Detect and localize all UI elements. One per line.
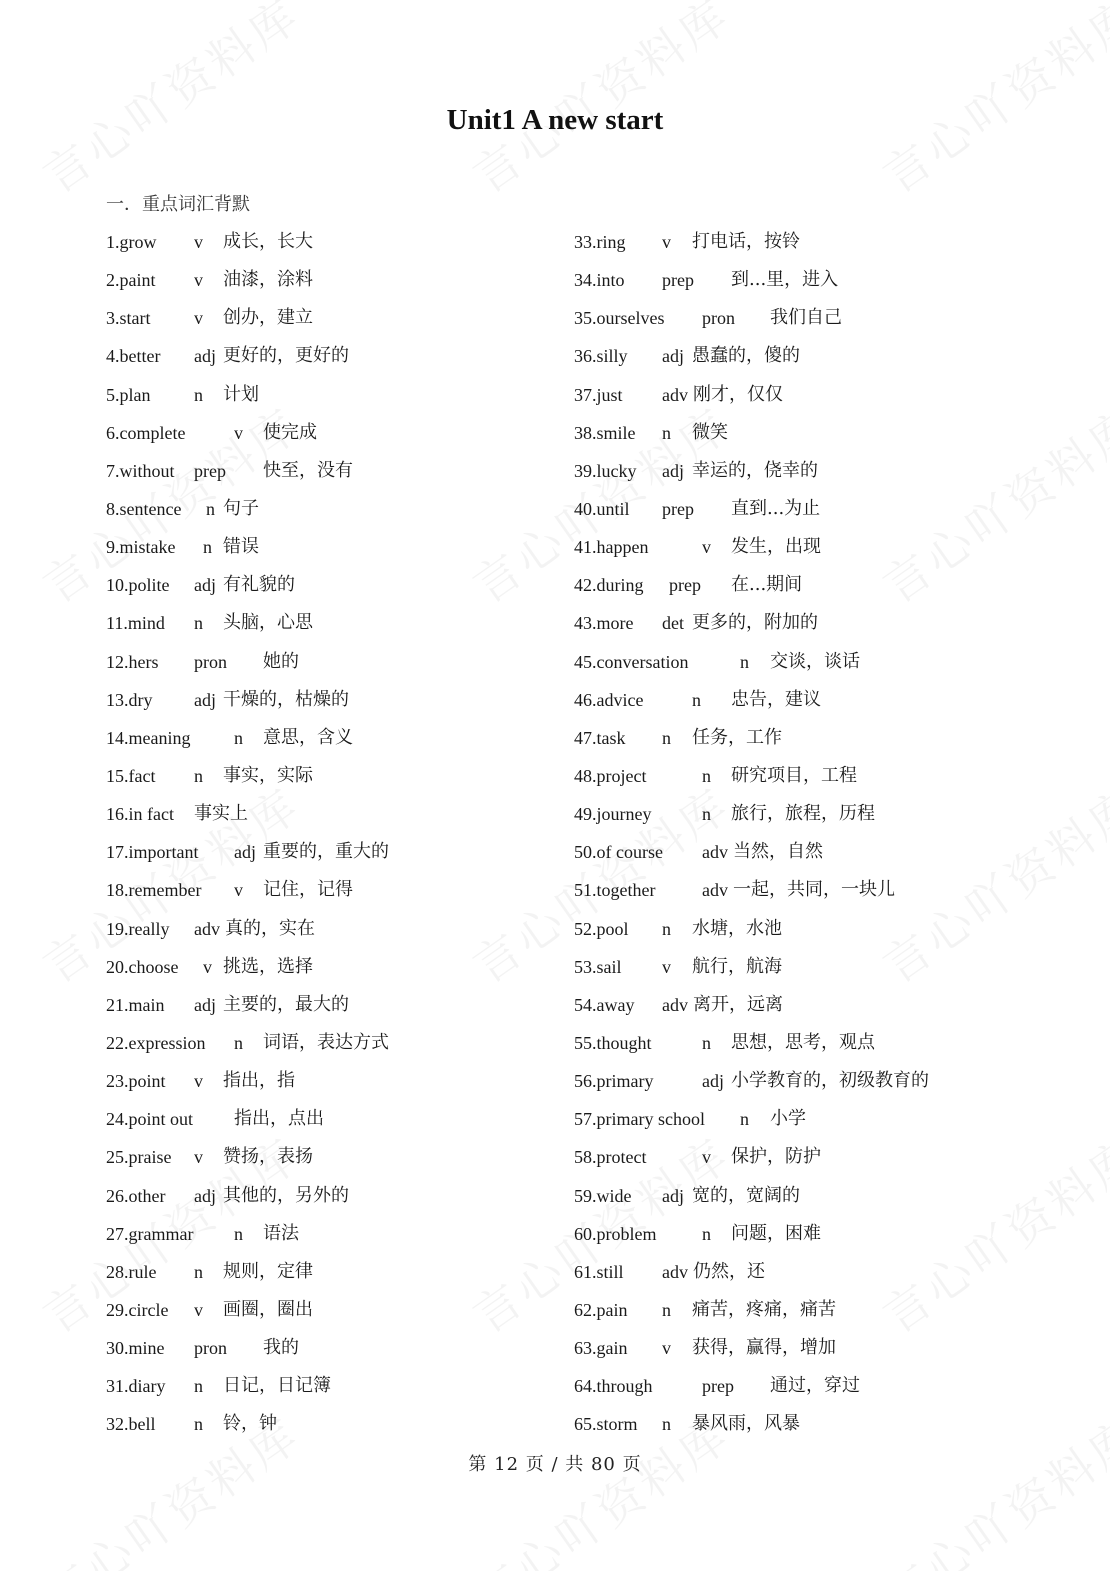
vocab-word: 51.together <box>574 880 656 901</box>
vocab-meaning: 词语，表达方式 <box>263 1031 389 1053</box>
vocab-word: 30.mine <box>106 1338 165 1359</box>
vocab-meaning: 在...期间 <box>731 574 803 596</box>
vocab-word: 37.just <box>574 384 623 405</box>
vocab-word: 20.choose <box>106 956 179 977</box>
vocab-part-of-speech: adv <box>702 880 728 901</box>
vocab-meaning: 事实上 <box>194 803 248 825</box>
vocab-meaning: 铃，钟 <box>223 1413 277 1435</box>
vocab-meaning: 语法 <box>263 1222 299 1244</box>
vocab-meaning: 航行，航海 <box>692 955 782 977</box>
vocab-word: 2.paint <box>106 270 156 291</box>
vocab-meaning: 使完成 <box>263 421 317 443</box>
vocab-part-of-speech: prep <box>194 460 226 481</box>
vocab-word: 65.storm <box>574 1414 638 1435</box>
section-heading: 一．重点词汇背默 <box>106 194 250 215</box>
vocab-part-of-speech: adv <box>662 994 688 1015</box>
vocab-part-of-speech: prep <box>669 575 701 596</box>
vocab-word: 11.mind <box>106 613 165 634</box>
vocab-part-of-speech: adj <box>662 460 684 481</box>
vocab-meaning: 交谈，谈话 <box>770 650 860 672</box>
vocab-word: 41.happen <box>574 537 649 558</box>
vocab-part-of-speech: prep <box>702 1376 734 1397</box>
vocab-meaning: 句子 <box>223 497 259 519</box>
vocab-part-of-speech: n <box>662 727 671 748</box>
vocab-part-of-speech: adj <box>194 994 216 1015</box>
vocab-meaning: 成长，长大 <box>223 231 313 252</box>
vocab-part-of-speech: v <box>203 956 212 977</box>
vocab-part-of-speech: adj <box>702 1071 724 1092</box>
watermark-text <box>868 1120 1110 1346</box>
vocab-part-of-speech: n <box>702 804 711 825</box>
vocab-meaning: 重要的，重大的 <box>263 841 389 863</box>
vocab-word: 29.circle <box>106 1299 169 1320</box>
vocab-part-of-speech: adj <box>194 689 216 710</box>
vocab-meaning: 意思，含义 <box>263 726 353 748</box>
vocab-word: 10.polite <box>106 575 170 596</box>
vocab-part-of-speech: adv <box>662 1261 688 1282</box>
vocab-part-of-speech: n <box>702 765 711 786</box>
vocab-meaning: 更多的，附加的 <box>692 612 818 634</box>
vocab-word: 52.pool <box>574 918 629 939</box>
vocab-part-of-speech: n <box>662 1414 671 1435</box>
vocab-part-of-speech: n <box>203 537 212 558</box>
vocab-meaning: 当然，自然 <box>733 841 823 863</box>
vocab-part-of-speech: v <box>194 1071 203 1092</box>
vocab-meaning: 头脑，心思 <box>223 612 313 634</box>
vocab-meaning: 打电话，按铃 <box>692 231 800 252</box>
vocab-word: 55.thought <box>574 1032 652 1053</box>
vocab-meaning: 规则，定律 <box>223 1260 313 1282</box>
vocab-part-of-speech: adv <box>194 918 220 939</box>
vocab-meaning: 干燥的，枯燥的 <box>223 688 349 710</box>
vocab-word: 36.silly <box>574 346 628 367</box>
vocab-part-of-speech: n <box>234 1032 243 1053</box>
vocab-word: 59.wide <box>574 1185 632 1206</box>
vocab-part-of-speech: det <box>662 613 684 634</box>
vocab-part-of-speech: adj <box>194 1185 216 1206</box>
vocab-meaning: 更好的，更好的 <box>223 345 349 367</box>
vocab-part-of-speech: adv <box>702 842 728 863</box>
vocab-part-of-speech: n <box>702 1032 711 1053</box>
vocab-part-of-speech: n <box>662 422 671 443</box>
vocab-part-of-speech: n <box>194 613 203 634</box>
vocab-word: 3.start <box>106 308 151 329</box>
vocab-meaning: 水塘，水池 <box>692 917 782 939</box>
vocab-word: 14.meaning <box>106 727 191 748</box>
vocab-meaning: 油漆，涂料 <box>223 269 313 291</box>
vocab-word: 62.pain <box>574 1299 628 1320</box>
vocab-word: 61.still <box>574 1261 624 1282</box>
watermark-text <box>868 770 1110 996</box>
vocab-meaning: 幸运的，侥幸的 <box>692 459 818 481</box>
vocab-meaning: 事实，实际 <box>223 764 313 786</box>
page-footer: 第 12 页 / 共 80 页 <box>468 1454 642 1475</box>
vocab-part-of-speech: v <box>194 308 203 329</box>
vocab-part-of-speech: n <box>662 918 671 939</box>
vocab-meaning: 发生，出现 <box>731 536 821 558</box>
vocab-part-of-speech: adj <box>234 842 256 863</box>
vocab-part-of-speech: n <box>234 727 243 748</box>
vocab-part-of-speech: pron <box>194 1338 227 1359</box>
vocab-word: 39.lucky <box>574 460 637 481</box>
vocab-meaning: 我的 <box>263 1337 299 1359</box>
vocab-word: 58.protect <box>574 1147 647 1168</box>
vocab-meaning: 赞扬，表扬 <box>223 1146 313 1168</box>
vocab-part-of-speech: n <box>194 1261 203 1282</box>
vocab-word: 53.sail <box>574 956 622 977</box>
vocab-word: 42.during <box>574 575 644 596</box>
vocab-part-of-speech: v <box>662 232 671 252</box>
vocab-meaning: 忠告，建议 <box>731 688 821 710</box>
vocab-word: 56.primary <box>574 1071 654 1092</box>
vocab-meaning: 到...里，进入 <box>731 269 839 291</box>
vocab-word: 4.better <box>106 346 161 367</box>
vocab-meaning: 真的，实在 <box>225 917 315 939</box>
vocab-meaning: 画圈，圈出 <box>223 1298 313 1320</box>
vocab-meaning: 日记，日记簿 <box>223 1375 331 1397</box>
vocab-part-of-speech: n <box>662 1299 671 1320</box>
vocab-part-of-speech: n <box>194 765 203 786</box>
vocab-meaning: 思想，思考，观点 <box>731 1031 875 1053</box>
vocab-part-of-speech: adj <box>194 575 216 596</box>
vocab-word: 26.other <box>106 1185 166 1206</box>
vocab-part-of-speech: adj <box>662 1185 684 1206</box>
vocab-word: 33.ring <box>574 232 626 252</box>
vocab-part-of-speech: pron <box>702 308 735 329</box>
vocab-word: 34.into <box>574 270 625 291</box>
vocab-word: 60.problem <box>574 1223 657 1244</box>
vocab-word: 23.point <box>106 1071 166 1092</box>
vocab-part-of-speech: v <box>194 270 203 291</box>
vocab-meaning: 暴风雨，风暴 <box>692 1413 800 1435</box>
vocab-part-of-speech: v <box>194 1299 203 1320</box>
vocab-part-of-speech: n <box>740 651 749 672</box>
vocab-word: 9.mistake <box>106 537 176 558</box>
vocab-meaning: 直到...为止 <box>731 497 821 519</box>
vocab-part-of-speech: adv <box>662 384 688 405</box>
vocab-part-of-speech: prep <box>662 498 694 519</box>
vocab-word: 25.praise <box>106 1147 172 1168</box>
vocab-word: 27.grammar <box>106 1223 194 1244</box>
vocab-part-of-speech: v <box>234 880 243 901</box>
vocab-word: 15.fact <box>106 765 156 786</box>
vocab-part-of-speech: pron <box>194 651 227 672</box>
vocab-word: 18.remember <box>106 880 202 901</box>
vocab-word: 64.through <box>574 1376 653 1397</box>
vocab-word: 8.sentence <box>106 498 182 519</box>
vocab-part-of-speech: n <box>194 1414 203 1435</box>
vocab-word: 49.journey <box>574 804 652 825</box>
vocab-word: 21.main <box>106 994 165 1015</box>
vocab-part-of-speech: v <box>194 232 203 252</box>
vocab-word: 32.bell <box>106 1414 156 1435</box>
vocab-word: 24.point out <box>106 1109 194 1130</box>
vocab-meaning: 保护，防护 <box>731 1146 821 1168</box>
vocab-meaning: 主要的，最大的 <box>223 993 349 1015</box>
vocab-meaning: 她的 <box>263 650 299 672</box>
vocab-meaning: 离开，远离 <box>693 993 783 1015</box>
vocab-meaning: 宽的，宽阔的 <box>692 1184 800 1206</box>
vocab-part-of-speech: adj <box>662 346 684 367</box>
vocab-meaning: 任务，工作 <box>692 726 782 748</box>
vocab-word: 31.diary <box>106 1376 166 1397</box>
vocab-part-of-speech: n <box>206 498 215 519</box>
vocab-word: 5.plan <box>106 384 151 405</box>
page-title: Unit1 A new start <box>446 104 664 136</box>
vocab-part-of-speech: n <box>740 1109 749 1130</box>
vocab-part-of-speech: prep <box>662 270 694 291</box>
vocab-part-of-speech: v <box>662 1338 671 1359</box>
vocab-meaning: 刚才，仅仅 <box>693 383 783 405</box>
vocab-meaning: 其他的，另外的 <box>223 1184 349 1206</box>
vocab-word: 12.hers <box>106 651 159 672</box>
vocab-part-of-speech: n <box>234 1223 243 1244</box>
vocab-meaning: 仍然，还 <box>693 1260 765 1282</box>
vocab-word: 35.ourselves <box>574 308 665 329</box>
vocab-part-of-speech: n <box>194 384 203 405</box>
vocab-meaning: 旅行，旅程，历程 <box>731 803 875 825</box>
vocab-meaning: 痛苦，疼痛，痛苦 <box>692 1298 836 1320</box>
vocab-meaning: 记住，记得 <box>263 879 353 901</box>
vocab-word: 38.smile <box>574 422 636 443</box>
vocab-meaning: 指出，点出 <box>234 1108 324 1130</box>
vocab-word: 57.primary school <box>574 1109 705 1130</box>
vocab-meaning: 快至，没有 <box>263 459 353 481</box>
vocab-part-of-speech: n <box>692 689 701 710</box>
vocab-meaning: 我们自己 <box>770 307 842 329</box>
vocab-word: 19.really <box>106 918 170 939</box>
vocab-part-of-speech: v <box>702 537 711 558</box>
vocab-part-of-speech: v <box>194 1147 203 1168</box>
vocab-meaning: 有礼貌的 <box>223 574 295 596</box>
vocab-meaning: 指出，指 <box>223 1070 295 1092</box>
vocab-word: 54.away <box>574 994 635 1015</box>
vocab-word: 1.grow <box>106 232 157 252</box>
vocab-meaning: 创办，建立 <box>223 307 313 329</box>
vocab-word: 6.complete <box>106 422 186 443</box>
vocab-word: 7.without <box>106 460 175 481</box>
vocab-meaning: 小学 <box>770 1108 806 1130</box>
vocab-part-of-speech: v <box>702 1147 711 1168</box>
vocab-word: 63.gain <box>574 1338 628 1359</box>
vocab-part-of-speech: v <box>662 956 671 977</box>
watermark-text <box>868 1400 1110 1571</box>
vocab-meaning: 通过，穿过 <box>770 1375 860 1397</box>
vocab-word: 17.important <box>106 842 199 863</box>
vocab-word: 46.advice <box>574 689 644 710</box>
vocab-word: 47.task <box>574 727 626 748</box>
vocab-word: 40.until <box>574 498 630 519</box>
vocab-word: 43.more <box>574 613 634 634</box>
vocab-meaning: 错误 <box>223 536 259 558</box>
vocab-meaning: 微笑 <box>692 421 728 443</box>
vocab-part-of-speech: n <box>702 1223 711 1244</box>
vocab-word: 16.in fact <box>106 804 174 825</box>
vocab-word: 48.project <box>574 765 647 786</box>
vocab-meaning: 计划 <box>223 383 259 405</box>
vocab-word: 13.dry <box>106 689 153 710</box>
vocab-word: 50.of course <box>574 842 663 863</box>
vocab-meaning: 一起，共同，一块儿 <box>733 879 895 901</box>
vocab-part-of-speech: adj <box>194 346 216 367</box>
vocab-word: 45.conversation <box>574 651 689 672</box>
vocab-meaning: 小学教育的，初级教育的 <box>731 1070 929 1092</box>
vocab-meaning: 挑选，选择 <box>223 955 313 977</box>
vocab-part-of-speech: v <box>234 422 243 443</box>
watermark-text <box>868 390 1110 616</box>
vocab-word: 22.expression <box>106 1032 206 1053</box>
vocab-part-of-speech: n <box>194 1376 203 1397</box>
vocab-meaning: 研究项目，工程 <box>731 764 857 786</box>
vocab-meaning: 获得，赢得，增加 <box>692 1337 836 1359</box>
vocab-meaning: 愚蠢的，傻的 <box>692 345 800 367</box>
vocab-word: 28.rule <box>106 1261 157 1282</box>
vocab-meaning: 问题，困难 <box>731 1222 821 1244</box>
